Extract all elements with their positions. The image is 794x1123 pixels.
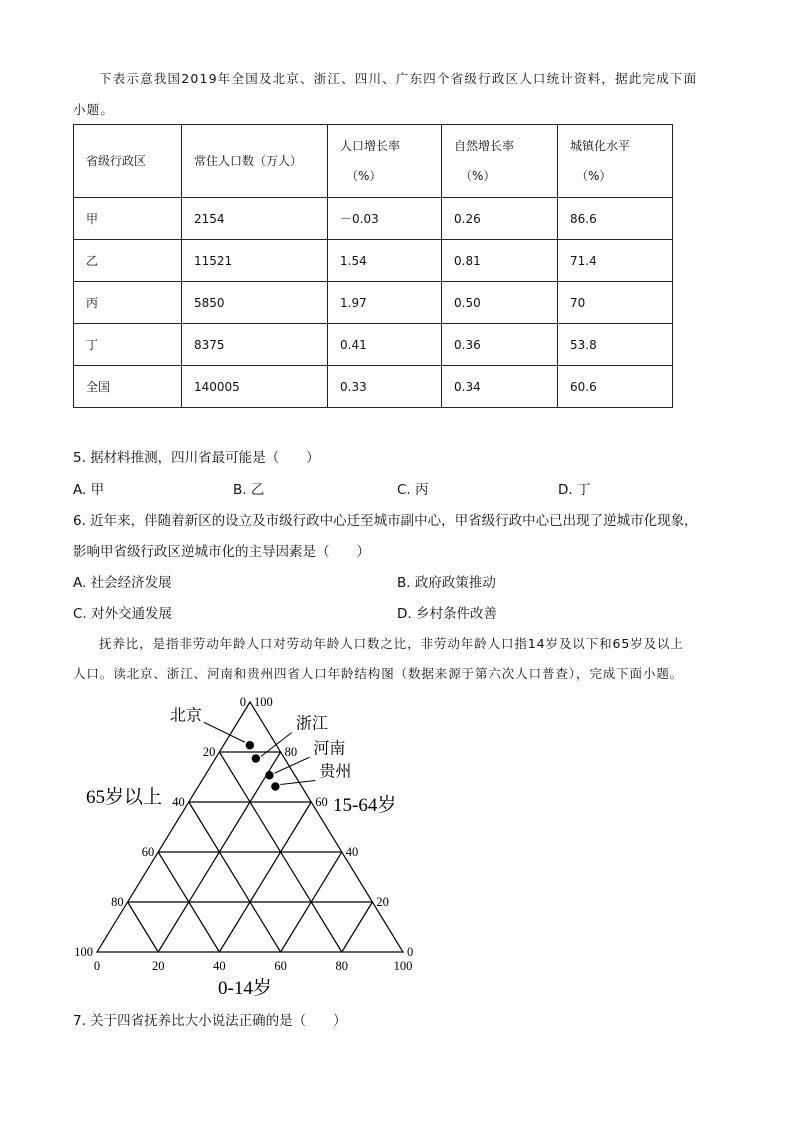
- question-5-option-b[interactable]: B. 乙: [233, 482, 265, 498]
- right-tick-label: 100: [254, 695, 273, 709]
- header-cell: 常住人口数（万人）: [182, 125, 328, 198]
- table-cell: 1.97: [328, 282, 442, 324]
- table-cell: 71.4: [558, 240, 673, 282]
- table-cell: 86.6: [558, 198, 673, 240]
- grid-line: [219, 802, 311, 952]
- point-marker: [252, 754, 260, 762]
- table-cell: 8375: [182, 324, 328, 366]
- question-6-option-c[interactable]: C. 对外交通发展: [73, 606, 173, 622]
- bottom-tick-label: 80: [335, 959, 349, 973]
- header-cell: 省级行政区: [74, 125, 182, 198]
- province-point: [170, 706, 254, 749]
- table-cell: 丙: [74, 282, 182, 324]
- right-axis-title: 15-64岁: [333, 795, 397, 816]
- triangle-outline: [97, 702, 403, 952]
- ternary-tick-labels: [74, 695, 413, 973]
- table-cell: －0.03: [328, 198, 442, 240]
- intro-2-line-2: 人口。读北京、浙江、河南和贵州四省人口年龄结构图（数据来源于第六次人口普查），完成下面小题。: [73, 666, 684, 681]
- table-cell: 60.6: [558, 366, 673, 408]
- table-cell: 0.81: [442, 240, 558, 282]
- table-cell: 甲: [74, 198, 182, 240]
- intro-1-line-2: 小题。: [73, 102, 115, 117]
- table-cell: 5850: [182, 282, 328, 324]
- table-cell: 70: [558, 282, 673, 324]
- province-point: [271, 763, 351, 791]
- question-5-option-a[interactable]: A. 甲: [73, 482, 105, 498]
- question-6-option-b[interactable]: B. 政府政策推动: [397, 575, 496, 591]
- left-tick-label: 60: [141, 845, 155, 859]
- table-cell: 0.36: [442, 324, 558, 366]
- question-7-stem: 7. 关于四省抚养比大小说法正确的是（ ）: [73, 1013, 347, 1029]
- left-tick-label: 0: [239, 695, 246, 709]
- right-tick-label: 0: [407, 945, 414, 959]
- header-cell: 人口增长率 （%）: [328, 125, 442, 198]
- table-cell: 140005: [182, 366, 328, 408]
- question-6-stem-line-1: 6. 近年来，伴随着新区的设立及市级行政中心迁至城市副中心，甲省级行政中心已出现了逆城市化现象，: [73, 513, 698, 529]
- table-cell: 0.26: [442, 198, 558, 240]
- right-tick-label: 40: [345, 845, 359, 859]
- grid-line: [128, 902, 159, 952]
- right-tick-label: 80: [284, 745, 298, 759]
- left-axis-title: 65岁以上: [86, 787, 163, 808]
- table-cell: 11521: [182, 240, 328, 282]
- table-cell: 0.34: [442, 366, 558, 408]
- header-cell: 城镇化水平 （%）: [558, 125, 673, 198]
- grid-line: [342, 902, 373, 952]
- question-5-option-c[interactable]: C. 丙: [397, 482, 429, 498]
- bottom-tick-label: 20: [151, 959, 165, 973]
- grid-line: [189, 802, 281, 952]
- table-cell: 0.41: [328, 324, 442, 366]
- point-arrow: [204, 722, 245, 742]
- point-marker: [265, 771, 273, 779]
- left-tick-label: 100: [74, 945, 93, 959]
- table-cell: 丁: [74, 324, 182, 366]
- bottom-tick-label: 60: [274, 959, 287, 973]
- table-cell: 53.8: [558, 324, 673, 366]
- bottom-tick-label: 100: [393, 959, 413, 973]
- point-label: 北京: [169, 707, 202, 725]
- bottom-tick-label: 40: [213, 959, 226, 973]
- table-cell: 0.50: [442, 282, 558, 324]
- intro-2-line-1: 抚养比，是指非劳动年龄人口对劳动年龄人口数之比，非劳动年龄人口指14岁及以下和65岁及以上: [99, 636, 684, 651]
- point-label: 浙江: [295, 715, 328, 733]
- table-cell: 乙: [74, 240, 182, 282]
- point-label: 河南: [313, 740, 346, 758]
- point-marker: [246, 741, 254, 749]
- table-cell: 1.54: [328, 240, 442, 282]
- question-5-option-d[interactable]: D. 丁: [558, 482, 591, 498]
- bottom-tick-label: 0: [93, 959, 101, 973]
- intro-1-line-1: 下表示意我国2019年全国及北京、浙江、四川、广东四个省级行政区人口统计资料，据此完成下面: [99, 71, 698, 86]
- right-tick-label: 60: [315, 795, 328, 809]
- question-6-option-d[interactable]: D. 乡村条件改善: [397, 606, 497, 622]
- table-cell: 2154: [182, 198, 328, 240]
- point-label: 贵州: [319, 763, 352, 781]
- table-cell: 0.33: [328, 366, 442, 408]
- question-5-stem: 5. 据材料推测，四川省最可能是（ ）: [73, 450, 320, 466]
- right-tick-label: 20: [376, 895, 389, 909]
- header-cell: 自然增长率 （%）: [442, 125, 558, 198]
- question-6-stem-line-2: 影响甲省级行政区逆城市化的主导因素是（ ）: [73, 544, 370, 560]
- ternary-grid: [97, 702, 403, 952]
- question-6-option-a[interactable]: A. 社会经济发展: [73, 575, 172, 591]
- left-tick-label: 80: [111, 895, 124, 909]
- bottom-axis-title: 0-14岁: [218, 978, 272, 999]
- point-marker: [271, 782, 279, 790]
- table-cell: 全国: [74, 366, 182, 408]
- left-tick-label: 40: [172, 795, 185, 809]
- left-tick-label: 20: [202, 745, 216, 759]
